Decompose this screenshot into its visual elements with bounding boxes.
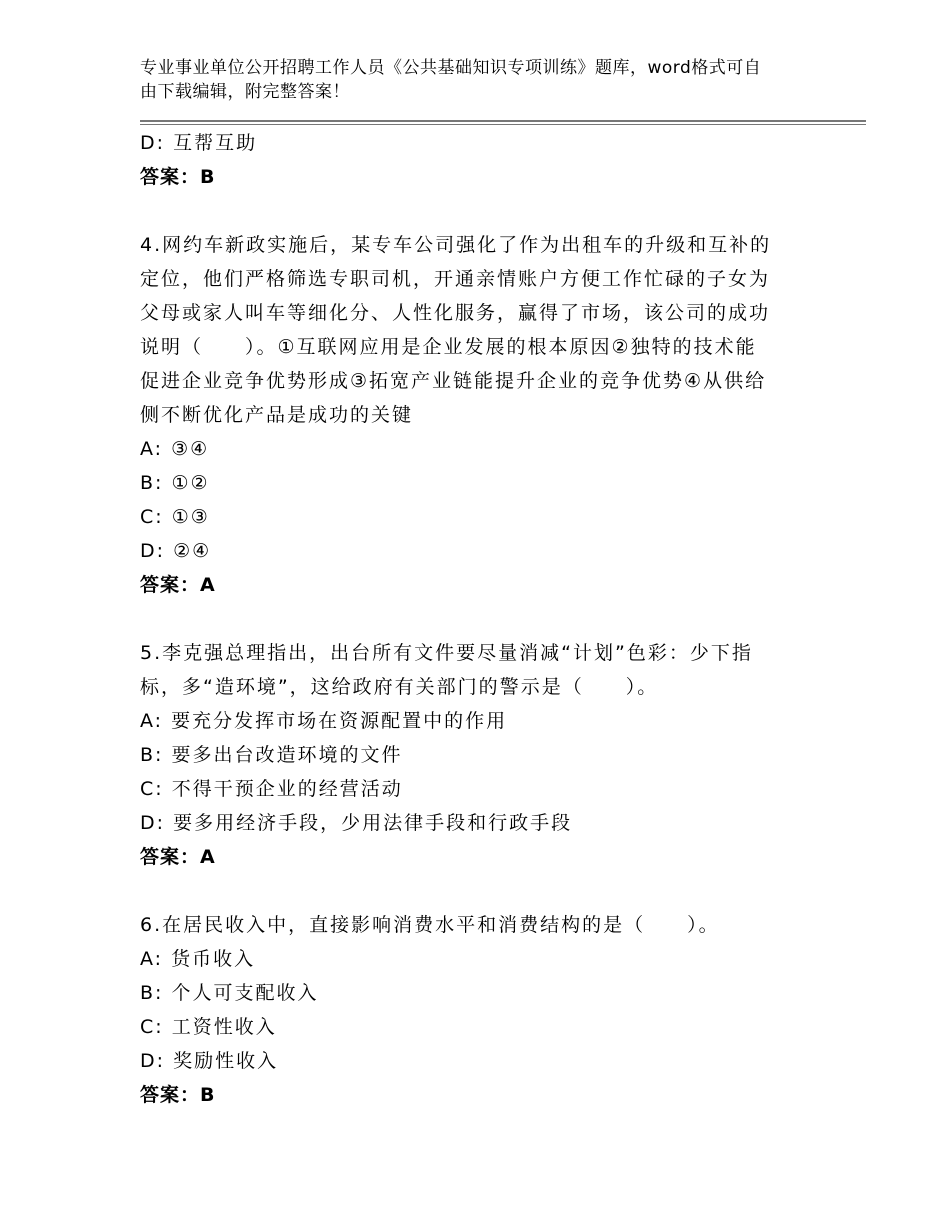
question-4 [140, 228, 800, 602]
q5-stem-line: 5.李克强总理指出，出台所有文件要尽量消减“计划”色彩：少下指 [140, 642, 753, 664]
question-6 [140, 908, 800, 1112]
q6-answer: 答案：B [140, 1084, 216, 1106]
q6-option-b: B: 个人可支配收入 [140, 982, 319, 1004]
q4-stem-line: 定位，他们严格筛选专职司机，开通亲情账户方便工作忙碌的子女为 [140, 268, 771, 290]
page-header [140, 56, 820, 104]
q4-stem-line: 促进企业竞争优势形成③拓宽产业链能提升企业的竞争优势④从供给 [140, 370, 767, 392]
q6-stem-line: 6.在居民收入中，直接影响消费水平和消费结构的是（ ）。 [140, 914, 720, 936]
q4-option-c: C: ①③ [140, 506, 210, 528]
q5-option-d: D: 要多用经济手段，少用法律手段和行政手段 [140, 812, 573, 834]
q4-option-d: D: ②④ [140, 540, 212, 562]
q3-answer: 答案：B [140, 166, 216, 188]
q4-stem-line: 侧不断优化产品是成功的关键 [140, 404, 414, 426]
q4-stem-line: 4.网约车新政实施后，某专车公司强化了作为出租车的升级和互补的 [140, 234, 772, 256]
q6-option-d: D: 奖励性收入 [140, 1050, 279, 1072]
header-rule-thick [140, 120, 866, 122]
q4-answer: 答案：A [140, 574, 216, 596]
q5-option-b: B: 要多出台改造环境的文件 [140, 744, 403, 766]
header-line-1: 专业事业单位公开招聘工作人员《公共基础知识专项训练》题库，word格式可自 [140, 58, 762, 78]
q5-stem-line: 标，多“造环境”，这给政府有关部门的警示是（ ）。 [140, 676, 659, 698]
q6-option-c: C: 工资性收入 [140, 1016, 277, 1038]
question-5 [140, 636, 800, 874]
header-line-2: 由下载编辑，附完整答案！ [140, 82, 350, 102]
q4-option-a: A: ③④ [140, 438, 210, 460]
q4-option-b: B: ①② [140, 472, 210, 494]
q5-answer: 答案：A [140, 846, 216, 868]
q4-stem-line: 说明（ ）。①互联网应用是企业发展的根本原因②独特的技术能 [140, 336, 757, 358]
q5-option-c: C: 不得干预企业的经营活动 [140, 778, 403, 800]
question-3 [140, 126, 800, 194]
q6-option-a: A: 货币收入 [140, 948, 256, 970]
q4-stem-line: 父母或家人叫车等细化分、人性化服务，赢得了市场，该公司的成功 [140, 302, 771, 324]
q5-option-a: A: 要充分发挥市场在资源配置中的作用 [140, 710, 508, 732]
question-list [140, 126, 800, 1112]
q3-option-d: D: 互帮互助 [140, 132, 258, 154]
header-rule-thin [140, 124, 866, 125]
